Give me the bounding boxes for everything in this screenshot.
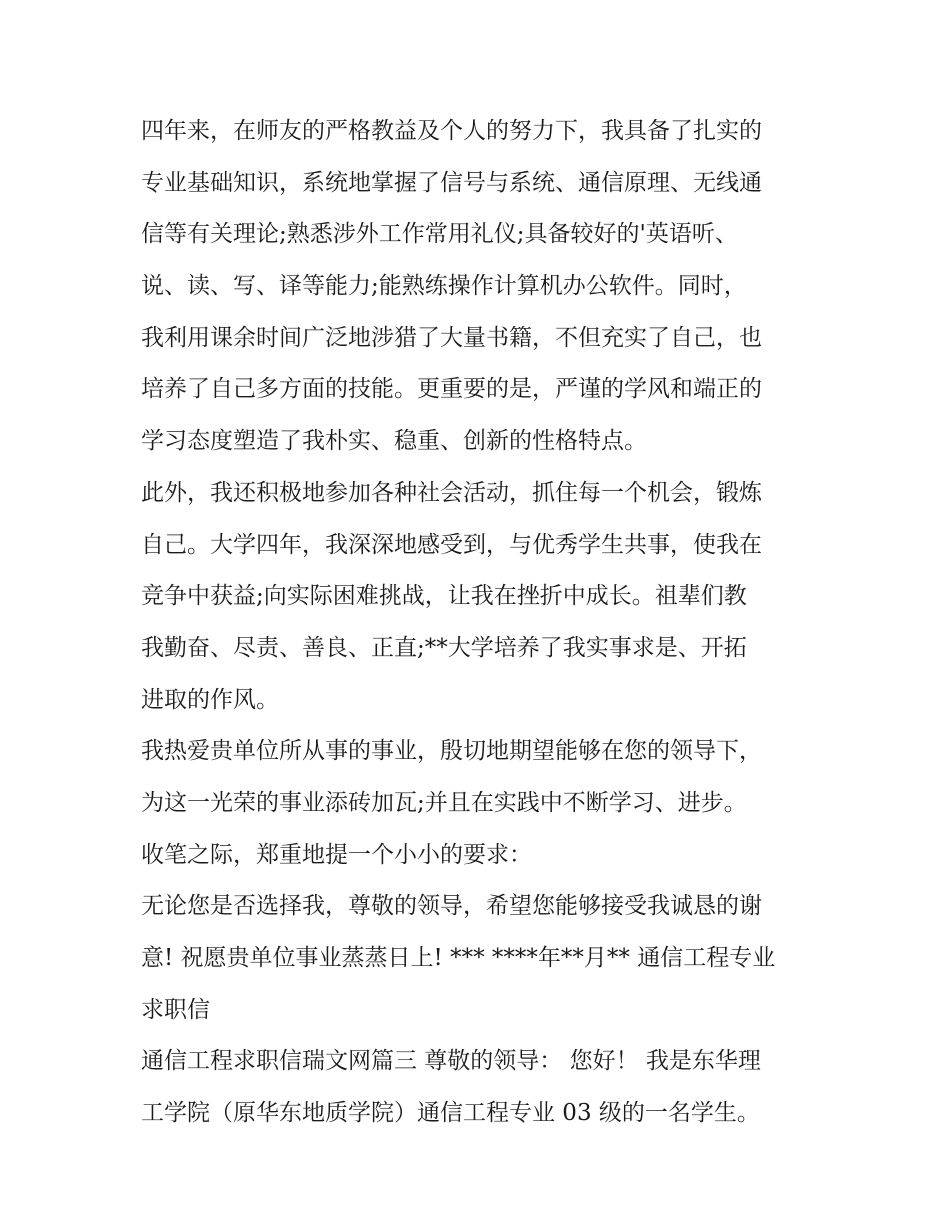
text-line: 我勤奋、尽责、善良、正直;**大学培养了我实事求是、开拓 xyxy=(141,634,747,661)
text-line: 四年来，在师友的严格教益及个人的努力下，我具备了扎实的 xyxy=(141,118,762,144)
text-line: 学习态度塑造了我朴实、稳重、创新的性格特点。 xyxy=(141,428,647,455)
text-line: 进取的作风。 xyxy=(141,686,279,713)
text-line: 无论您是否选择我，尊敬的领导，希望您能够接受我诚恳的谢 xyxy=(141,893,762,920)
document-body xyxy=(141,106,821,1140)
text-line: 为这一光荣的事业添砖加瓦;并且在实践中不断学习、进步。 xyxy=(141,789,747,816)
text-line: 我利用课余时间广泛地涉猎了大量书籍，不但充实了自己，也 xyxy=(141,324,762,351)
text-line: 专业基础知识，系统地掌握了信号与系统、通信原理、无线通 xyxy=(141,169,762,196)
text-line: 说、读、写、译等能力;能熟练操作计算机办公软件。同时， xyxy=(141,273,747,300)
text-line: 自己。大学四年，我深深地感受到，与优秀学生共事，使我在 xyxy=(141,531,762,558)
text-line: 我热爱贵单位所从事的事业，殷切地期望能够在您的领导下， xyxy=(141,738,762,765)
text-line: 意! 祝愿贵单位事业蒸蒸日上! *** ****年**月** 通信工程专业 xyxy=(141,945,776,971)
text-line: 信等有关理论;熟悉涉外工作常用礼仪;具备较好的'英语听、 xyxy=(141,221,738,248)
text-line: 竞争中获益;向实际困难挑战，让我在挫折中成长。祖辈们教 xyxy=(141,583,747,610)
text-line: 工学院（原华东地质学院）通信工程专业 03 级的一名学生。 xyxy=(141,1100,760,1127)
text-line: 收笔之际，郑重地提一个小小的要求： xyxy=(141,841,532,868)
text-line: 培养了自己多方面的技能。更重要的是，严谨的学风和端正的 xyxy=(141,376,762,403)
text-line: 通信工程求职信瑞文网篇三 尊敬的领导： 您好！ 我是东华理 xyxy=(141,1048,761,1075)
text-line: 此外，我还积极地参加各种社会活动，抓住每一个机会，锻炼 xyxy=(141,479,762,506)
text-line: 求职信 xyxy=(141,996,210,1023)
